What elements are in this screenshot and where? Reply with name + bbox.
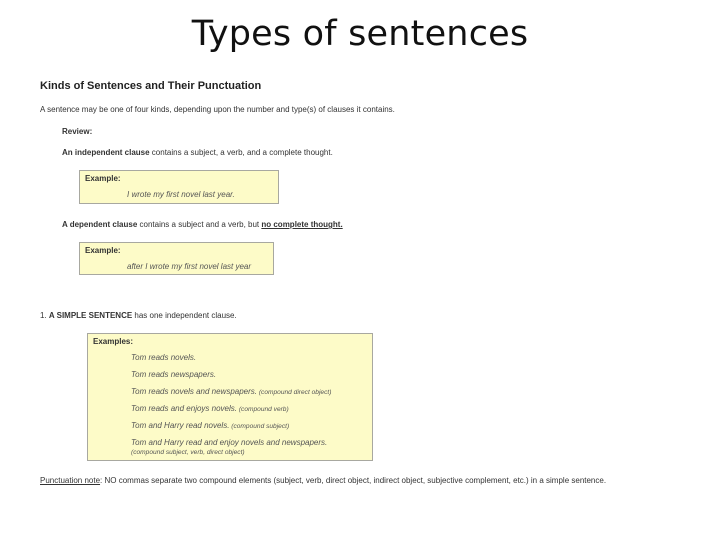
dependent-clause-emphasis: no complete thought. bbox=[261, 220, 343, 229]
example-label: Example: bbox=[85, 174, 121, 183]
independent-clause-definition bbox=[62, 148, 333, 157]
dependent-example-sentence: after I wrote my first novel last year bbox=[127, 262, 252, 271]
examples-label: Examples: bbox=[93, 337, 134, 346]
example-note: (compound verb) bbox=[237, 406, 289, 413]
example-label: Example: bbox=[85, 246, 121, 255]
example-text: Tom reads novels and newspapers. bbox=[131, 387, 257, 396]
example-note: (compound subject, verb, direct object) bbox=[131, 449, 245, 456]
example-text: Tom reads novels. bbox=[131, 353, 197, 362]
independent-example-box bbox=[79, 170, 279, 204]
simple-sentence-term: A SIMPLE SENTENCE bbox=[48, 311, 133, 320]
simple-sentence-number: 1. bbox=[40, 311, 49, 320]
independent-clause-term: An independent clause bbox=[62, 148, 150, 157]
independent-example-sentence: I wrote my first novel last year. bbox=[127, 190, 235, 199]
example-sentence bbox=[131, 370, 216, 379]
punctuation-note-text: : NO commas separate two compound elements (subject, verb, direct object, indirect object, subjective complement, etc.) in a simple sentence. bbox=[100, 476, 607, 485]
example-text: Tom and Harry read novels. bbox=[131, 421, 230, 430]
dependent-clause-text: contains a subject and a verb, but bbox=[137, 220, 262, 229]
dependent-example-box bbox=[79, 242, 274, 275]
example-sentence bbox=[131, 387, 331, 396]
intro-paragraph: A sentence may be one of four kinds, depending upon the number and type(s) of clauses it contains. bbox=[40, 105, 395, 114]
dependent-clause-term: A dependent clause bbox=[62, 220, 138, 229]
independent-clause-text: contains a subject, a verb, and a complete thought. bbox=[149, 148, 333, 157]
punctuation-note-label: Punctuation note bbox=[40, 476, 101, 485]
example-sentence bbox=[131, 421, 289, 430]
punctuation-note bbox=[40, 476, 606, 485]
example-sentence bbox=[131, 353, 196, 362]
example-sentence bbox=[131, 404, 289, 413]
example-text: Tom reads newspapers. bbox=[131, 370, 217, 379]
simple-sentence-text: has one independent clause. bbox=[132, 311, 237, 320]
example-text: Tom reads and enjoys novels. bbox=[131, 404, 237, 413]
slide-title: Types of sentences bbox=[191, 14, 529, 54]
simple-examples-box bbox=[87, 333, 373, 461]
doc-heading: Kinds of Sentences and Their Punctuation bbox=[40, 80, 262, 92]
example-text: Tom and Harry read and enjoy novels and newspapers. bbox=[131, 438, 328, 447]
example-note: (compound direct object) bbox=[257, 389, 332, 396]
dependent-clause-definition bbox=[62, 220, 343, 229]
example-sentence bbox=[131, 438, 327, 447]
simple-sentence-definition bbox=[40, 311, 237, 320]
review-label: Review: bbox=[62, 127, 93, 136]
example-note: (compound subject) bbox=[229, 423, 290, 430]
